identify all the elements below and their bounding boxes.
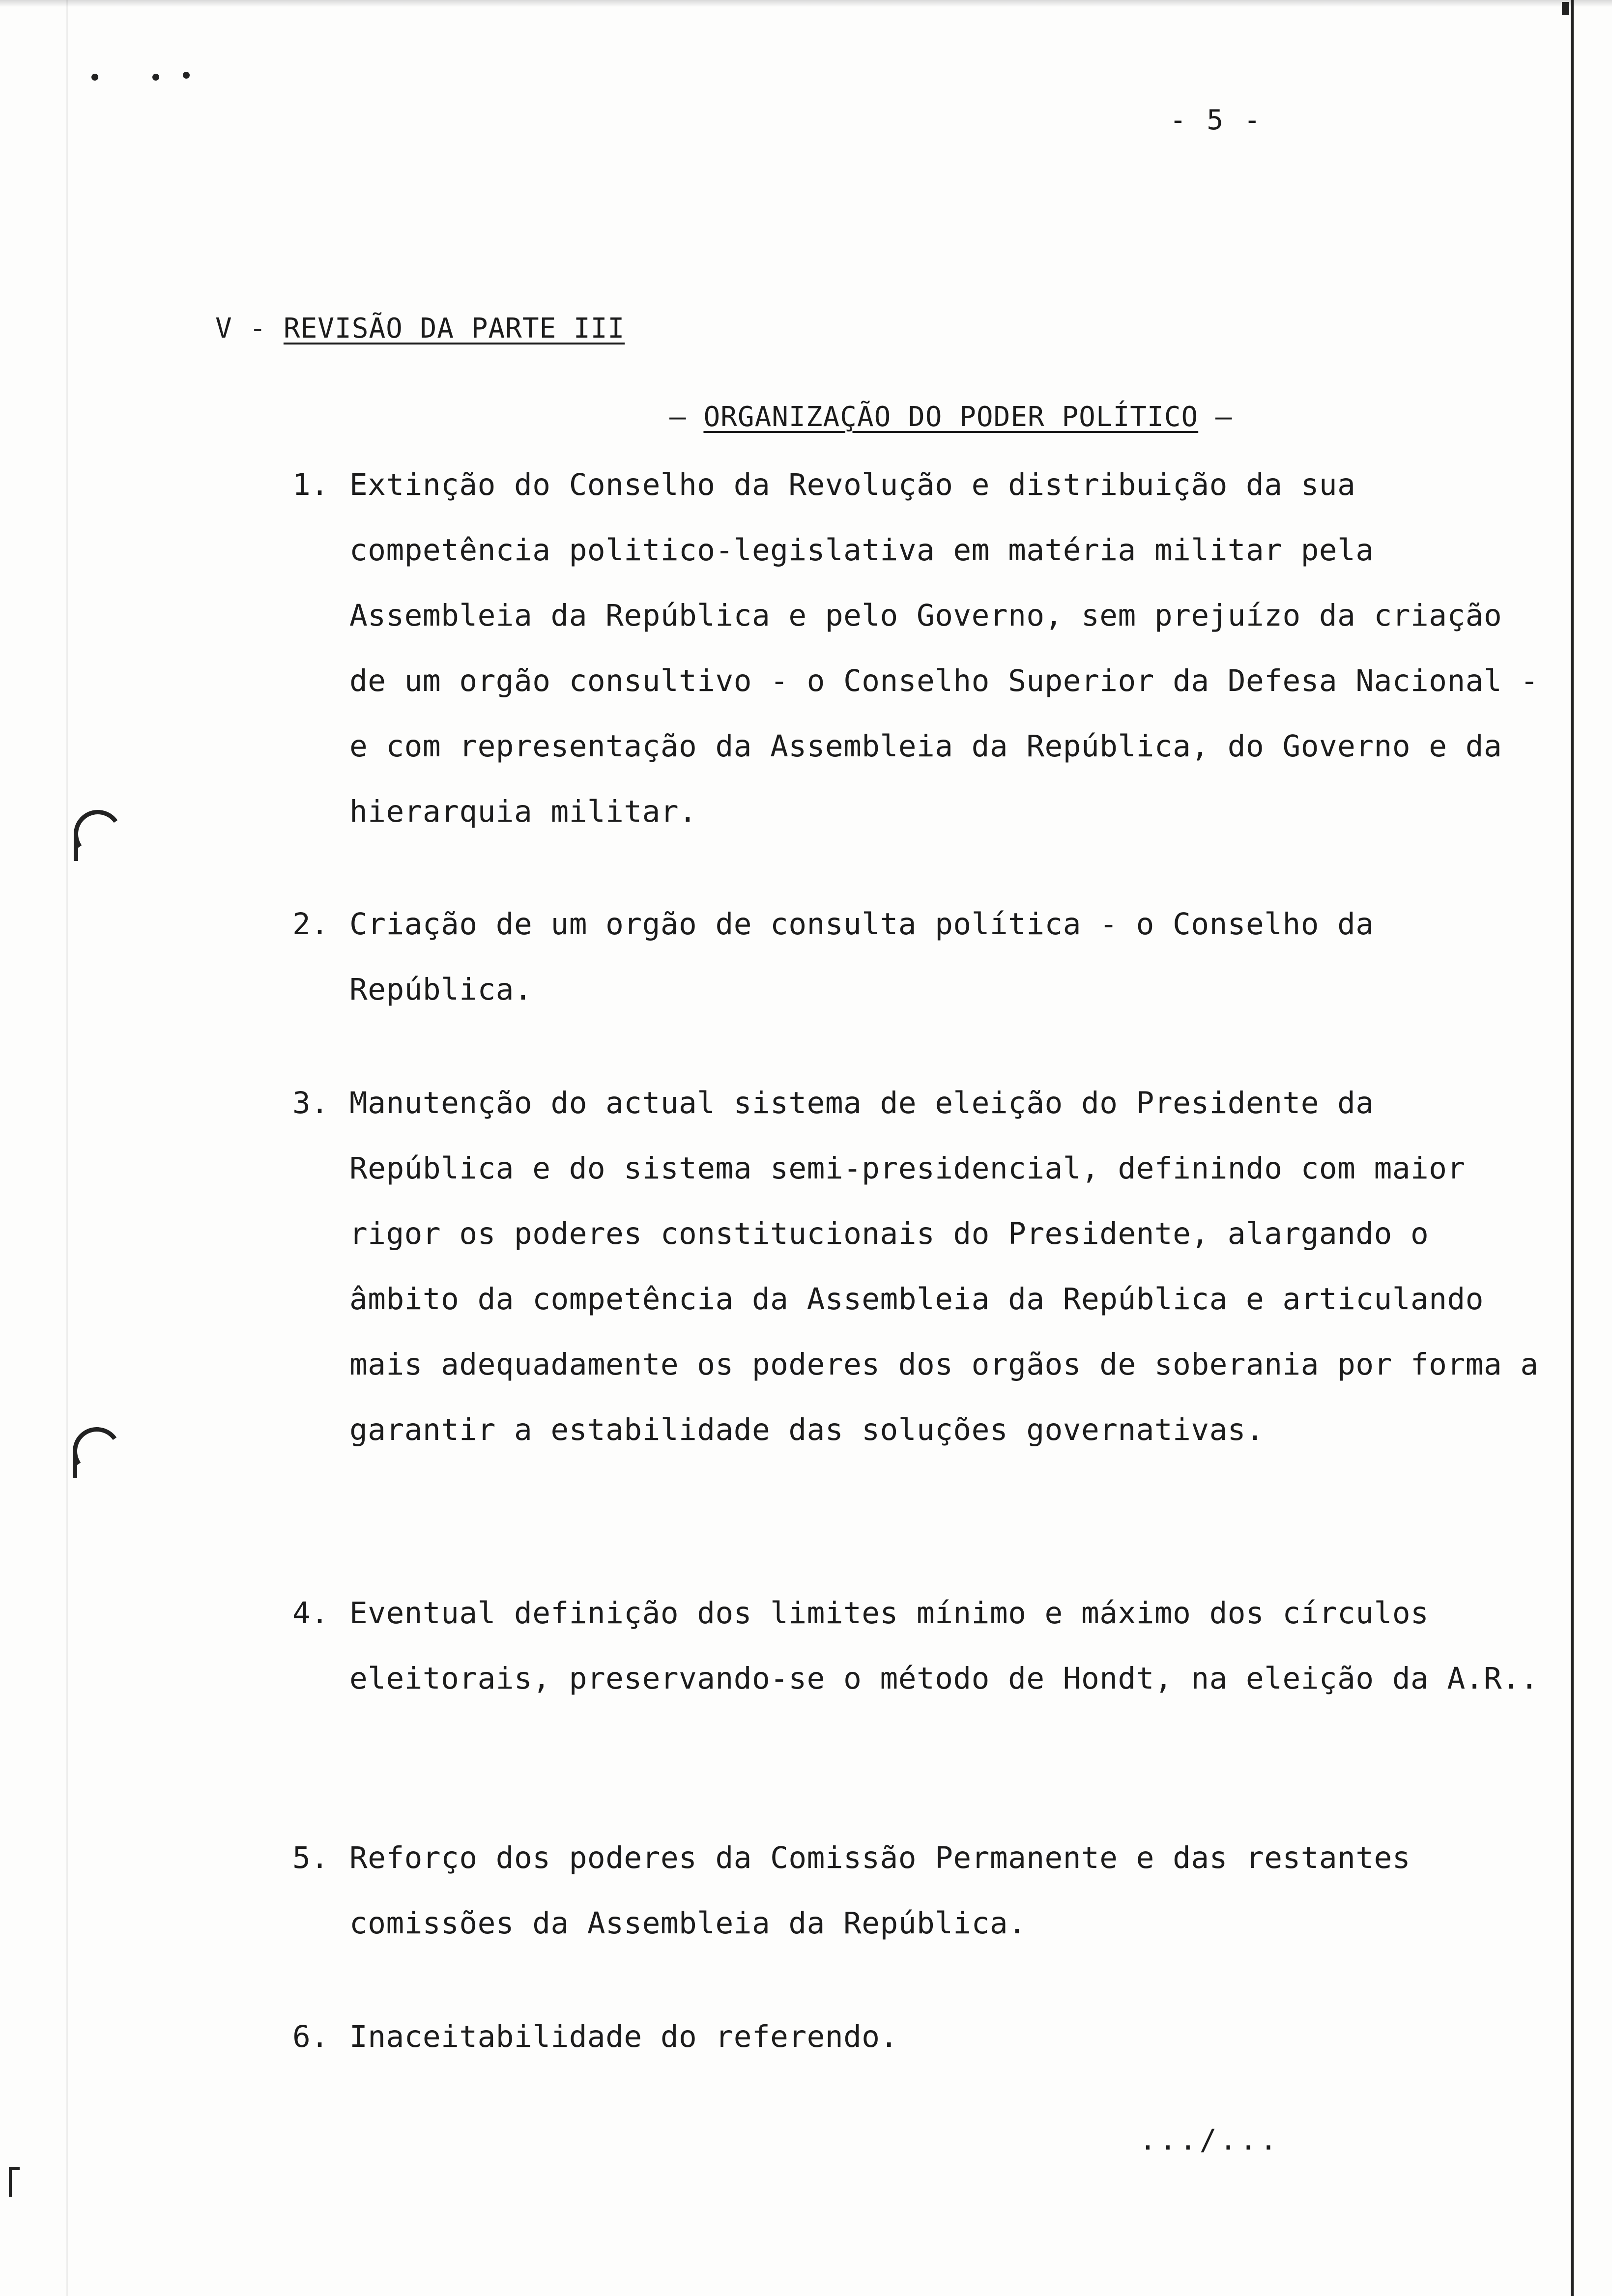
subtitle-dash-left: – <box>669 401 687 433</box>
list-item-number: 6. <box>292 2019 329 2054</box>
section-title: REVISÃO DA PARTE III <box>283 313 625 344</box>
list-item-text: Inaceitabilidade do referendo. <box>349 2019 898 2054</box>
list-item <box>292 2004 1551 2069</box>
subtitle-dash-right: – <box>1215 401 1233 433</box>
list-item-text: Criação de um orgão de consulta política - o Conselho da República. <box>349 907 1374 1007</box>
list-item-number: 4. <box>292 1596 329 1631</box>
punch-dot <box>152 74 159 81</box>
section-subheading <box>669 401 1233 433</box>
binder-ring-mark <box>69 1423 125 1479</box>
binder-ring-mark <box>70 806 126 862</box>
list-item-number: 2. <box>292 907 329 942</box>
list-item-text: Manutenção do actual sistema de eleição do Presidente da República e do sistema semi-presidencial, definindo com maior rigor os poderes constitucionais do Presidente, alargando o âmbito da competência da Assembleia da República e articulando mais adequadamente os poderes dos orgãos de soberania por forma a garantir a estabilidade das soluções governativas. <box>349 1086 1539 1447</box>
section-heading <box>215 313 625 344</box>
list-item <box>292 452 1551 844</box>
list-item-number: 5. <box>292 1840 329 1875</box>
list-item <box>292 1070 1551 1463</box>
binder-ring-mark-tail <box>73 1453 77 1478</box>
scan-left-shadow <box>66 0 68 2296</box>
list-item-number: 1. <box>292 467 329 502</box>
list-item-text: Reforço dos poderes da Comissão Permanente e das restantes comissões da Assembleia da República. <box>349 1840 1411 1941</box>
punch-dot <box>91 74 98 81</box>
scan-right-border-mark <box>1562 2 1569 15</box>
list-item <box>292 1825 1551 1956</box>
continuation-mark: .../... <box>1139 2123 1280 2156</box>
list-item-text: Eventual definição dos limites mínimo e máximo dos círculos eleitorais, preservando-se o método de Hondt, na eleição da A.R.. <box>349 1596 1539 1696</box>
section-numeral: V - <box>215 313 267 344</box>
section-subtitle: ORGANIZAÇÃO DO PODER POLÍTICO <box>703 401 1199 433</box>
list-item <box>292 1580 1551 1711</box>
list-item-text: Extinção do Conselho da Revolução e distribuição da sua competência politico-legislativa em matéria militar pela Assembleia da República e pelo Governo, sem prejuízo da criação de um orgão consultivo - o Conselho Superior da Defesa Nacional - e com representação da Assembleia da República, do Governo e da hierarquia militar. <box>349 467 1539 829</box>
scan-corner-mark <box>9 2167 12 2197</box>
punch-dot <box>183 72 190 79</box>
list-item-number: 3. <box>292 1086 329 1120</box>
list-item <box>292 891 1551 1022</box>
binder-ring-mark-tail <box>74 835 78 861</box>
scan-top-edge <box>0 0 1612 7</box>
page-number: - 5 - <box>1170 104 1263 136</box>
scan-right-border <box>1571 0 1574 2296</box>
